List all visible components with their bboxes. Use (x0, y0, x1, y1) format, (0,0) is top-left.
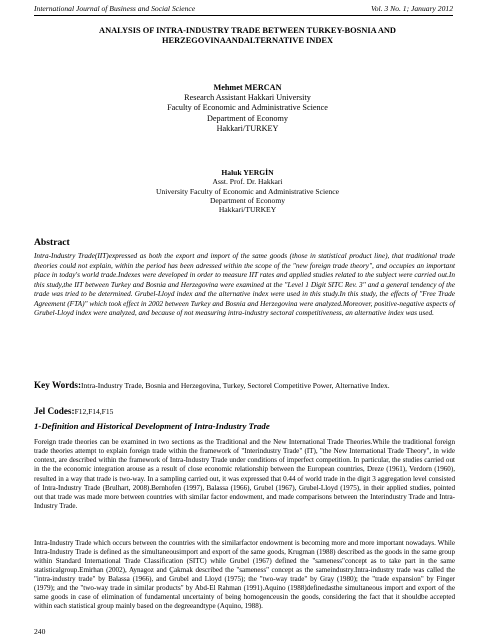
author-department: Department of Economy (207, 113, 288, 123)
page-number: 240 (34, 627, 46, 636)
jel-text: F12,F14,F15 (74, 407, 114, 416)
title-line-2: HERZEGOVINAANDALTERNATIVE INDEX (161, 36, 334, 45)
keywords-text: Intra-Industry Trade, Bosnia and Herzegovina, Turkey, Sectorel Competitive Power, Alternative Index. (81, 381, 390, 390)
author-role: Research Assistant Hakkari University (184, 93, 311, 103)
author-name: Haluk YERGİN (221, 168, 274, 177)
author-city: Hakkari/TURKEY (218, 205, 277, 215)
author-block-2 (40, 168, 455, 214)
paper-title (40, 26, 455, 46)
author-city: Hakkari/TURKEY (216, 123, 279, 133)
body-paragraph-1: Foreign trade theories can be examined in two sections as the Traditional and the New International Trade Theories.While the traditional foreign trade theories attempt to explain foreign trade within the framework of "Interindustry Trade" (IT), "the New International Trade Theory", in wide context, are described within the framework of Intra-Industry Trade under conditions of imperfect competition. In particular, the studies carried out in the the economic integration arouse as a result of close economic relationship between the European countries, Dreze (1961), Verdorn (1960), resulted in a way that trade is two-way. In a sampling carried out, it was expressed that 0.44 of world trade in the digit 3 aggregation level consisted of Intra-Industry Trade (Brulhart, 2008).Bernhofen (1997), Balassa (1966), Grubel (1967), Grubel-Lloyd (1975), in their applied studies, pointed out that trade was made more between countries with similar factor endowment, and made comparisons between the Interindustry Trade and Intra-Industry Trade. (34, 438, 455, 511)
author-faculty: University Faculty of Economic and Administrative Science (155, 186, 340, 196)
author-department: Department of Economy (209, 195, 286, 205)
author-name: Mehmet MERCAN (213, 83, 282, 92)
abstract-heading: Abstract (34, 237, 70, 248)
author-role: Asst. Prof. Dr. Hakkari (212, 177, 283, 187)
keywords (34, 381, 455, 391)
section-heading: 1-Definition and Historical Development of Intra-Industry Trade (34, 421, 270, 431)
running-header (34, 4, 453, 16)
body-paragraph-2: Intra-Industry Trade which occurs between the countries with the similarfactor endowment is becoming more and more important nowadays. While Intra-Industry Trade is defined as the simultaneousimport and export of the same goods, Krugman (1988) described as the goods in the same group within Standard International Trade Classification (SITC) while Grubel (1967) defined the "sameness"concept as to take part in the same statisticalgroup.Emirhan (2002), Aynagoz and Çakmak described the "sameness" concept as the sameindustry.Intra-industry trade was called the "intra-industry trade" by Balassa (1966), and Grubel and Lloyd (1975); the "two-way trade" by Gray (1980); the "trade expansion" by Finger (1979); and the "two-way trade in similar products" by Abd-El Rahman (1991).Aquino (1988)definedasthe simultaneous import and export of the same goods in case of elimination of fundamental uncertainty of being homogenceusin the goods, considering the fact that it shouldbe accepted within each statistical group mainly based on the degreeandtype (Aquino, 1988). (34, 539, 455, 611)
keywords-label: Key Words: (34, 380, 82, 390)
author-faculty: Faculty of Economic and Administrative Science (167, 103, 328, 113)
jel-codes (34, 406, 113, 416)
title-line-1: ANALYSIS OF INTRA-INDUSTRY TRADE BETWEEN TURKEY-BOSNIA AND (99, 26, 396, 35)
jel-label: Jel Codes: (34, 406, 75, 416)
author-block-1 (40, 83, 455, 134)
journal-name: International Journal of Business and Social Science (34, 4, 196, 13)
issue-info: Vol. 3 No. 1; January 2012 (370, 4, 453, 13)
abstract-text: Intra-Industry Trade(IIT)expressed as both the export and import of the same goods (those in statistical product line), that traditional trade theories could not explain, within the period has been adressed within the scope of the "new foreign trade theory", and occupies an important place in today's world trade.Indexes were developed in order to measure IIT rates and applied studies related to the subject were carried out.In this study,the IIT between Turkey and Bosnia and Herzegovina were examined at the "Level 1 Digit SITC Rev. 3" and a general tendency of the trade was tried to be determined. Grubel-Lloyd index and the alternative index were used in this study.In this study, the effects of "Free Trade Agreement (FTA)" which took effect in 2002 between Turkey and Bosnia and Herzegovina were analyzed.Moreover, positive-negative aspects of Grubel-Lloyd index were analyzed, and because of not measuring intra-industry sectoral competitiveness, an alternative index was used. (34, 251, 455, 318)
